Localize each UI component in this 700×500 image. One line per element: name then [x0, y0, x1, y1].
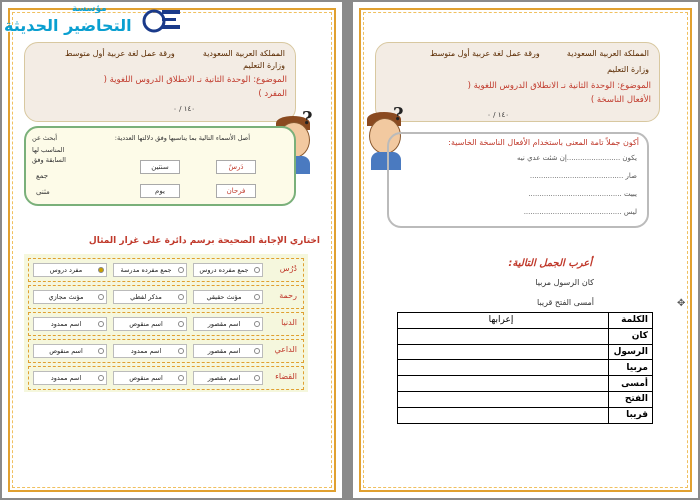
book-instruction: أصل الأسماء التالية بما يناسبها وفق دلالتها العددية: — [114, 134, 250, 142]
table-cell-answer[interactable] — [398, 360, 609, 376]
irab-table — [397, 312, 653, 424]
choice-option[interactable]: جمع مفرده دروس — [193, 263, 263, 277]
table-cell-word: مربيا — [609, 360, 653, 376]
topic-line2: المفرد ) — [258, 89, 287, 99]
table-row — [398, 391, 653, 407]
ministry-label: وزارة التعليم — [607, 65, 649, 74]
choice-row — [28, 285, 304, 309]
choice-option[interactable]: اسم ممدود — [33, 317, 107, 331]
sheet-title: ورقة عمل لغة عربية أول متوسط — [430, 49, 540, 58]
table-cell-word: قريبا — [609, 407, 653, 423]
header-box — [375, 42, 660, 122]
date-label: ١٤٠ / ٠ — [487, 111, 509, 119]
choice-option[interactable]: مذكر لفظي — [113, 290, 187, 304]
logo-graphic-icon — [142, 6, 182, 36]
logo-line1: مؤسسة — [72, 4, 107, 14]
table-cell-answer[interactable] — [398, 344, 609, 360]
thinking-boy-icon: ? — [363, 108, 409, 170]
choice-option[interactable]: جمع مفرده مدرسة — [113, 263, 187, 277]
logo — [2, 2, 192, 44]
choice-option[interactable]: اسم ممدود — [113, 344, 187, 358]
topic-line: الموضوع: الوحدة الثانية نـ الانطلاق الدروس اللغوية ( — [467, 81, 651, 91]
q1-title: أكون جملاً تامة المعنى باستخدام الأفعال الناسخة الخاسية: — [448, 138, 639, 147]
choice-option[interactable]: اسم ممدود — [33, 371, 107, 385]
question-title: اختاري الإجابة الصحيحة برسم دائرة على غرار المثال — [88, 236, 320, 246]
table-cell-answer[interactable] — [398, 407, 609, 423]
choice-option[interactable]: اسم منقوص — [33, 344, 107, 358]
sentences-box — [387, 132, 649, 228]
choice-row — [28, 258, 304, 282]
choice-option[interactable]: اسم منقوص — [113, 317, 187, 331]
choice-grid — [24, 254, 308, 392]
table-cell-word: أمسى — [609, 376, 653, 392]
kingdom-label: المملكة العربية السعودية — [566, 49, 649, 58]
choice-option[interactable]: اسم منقوص — [113, 371, 187, 385]
worksheet-page-right — [353, 2, 698, 498]
table-header-row — [398, 313, 653, 329]
thinking-boy-icon: ? — [272, 112, 318, 174]
topic-line2: الأفعال الناسخة ) — [590, 95, 651, 105]
book-side-1: أبحث عن — [32, 134, 58, 142]
choice-option[interactable]: مؤنث حقيقي — [193, 290, 263, 304]
book-answer-1: سنتين — [140, 160, 180, 174]
choice-option[interactable]: اسم مقصور — [193, 371, 263, 385]
table-cell-word: الرسول — [609, 344, 653, 360]
header-box — [24, 42, 296, 122]
row-word: الداعي — [274, 345, 297, 354]
table-row — [398, 376, 653, 392]
q2-title: أعرب الجمل التالية: — [508, 258, 592, 269]
table-row — [398, 328, 653, 344]
textbook-excerpt — [24, 126, 296, 206]
ministry-label: وزارة التعليم — [243, 61, 285, 70]
table-cell-answer[interactable] — [398, 328, 609, 344]
table-row — [398, 407, 653, 423]
row-word: دُرُس — [279, 264, 297, 273]
table-cell-word: الفتح — [609, 391, 653, 407]
sentence-1: كان الرسول مربيا — [535, 278, 594, 287]
book-side-2: المناسب لها — [32, 146, 65, 154]
row-word: رحمة — [279, 291, 297, 300]
book-sing-1: جمع — [36, 172, 49, 180]
sheet-title: ورقة عمل لغة عربية أول متوسط — [65, 49, 175, 58]
book-sing-2: مثنى — [36, 188, 50, 196]
choice-option[interactable]: اسم مقصور — [193, 344, 263, 358]
table-cell-answer[interactable] — [398, 376, 609, 392]
choice-option[interactable]: اسم مقصور — [193, 317, 263, 331]
move-handle-icon[interactable]: ✥ — [677, 298, 686, 309]
date-label: ١٤٠ / ٠ — [173, 105, 195, 113]
topic-line: الموضوع: الوحدة الثانية نـ الانطلاق الدروس اللغوية ( — [103, 75, 287, 85]
kingdom-label: المملكة العربية السعودية — [202, 49, 285, 58]
book-word-2: فرحان — [216, 184, 256, 198]
col-header-word: الكلمة — [609, 313, 653, 329]
answer-line[interactable]: يكون ........................إن شئت عدي نيه — [517, 154, 637, 162]
choice-option-selected[interactable]: مفرد دروس — [33, 263, 107, 277]
choice-row — [28, 366, 304, 390]
table-cell-word: كان — [609, 328, 653, 344]
answer-line[interactable]: ليس ............................................ — [523, 208, 637, 216]
worksheet-page-left — [2, 2, 342, 498]
table-cell-answer[interactable] — [398, 391, 609, 407]
book-answer-2: يوم — [140, 184, 180, 198]
table-row — [398, 360, 653, 376]
sentence-2: أمسى الفتح قريبا — [537, 298, 594, 307]
col-header-irab: إعرابها — [398, 313, 609, 329]
choice-row — [28, 312, 304, 336]
answer-line[interactable]: صار .......................................... — [529, 172, 637, 180]
row-word: القضاء — [275, 372, 297, 381]
choice-option[interactable]: مؤنث مجازي — [33, 290, 107, 304]
answer-line[interactable]: يبيت .......................................... — [528, 190, 637, 198]
table-row — [398, 344, 653, 360]
book-side-3: السابقة وفق — [32, 156, 66, 164]
choice-row — [28, 339, 304, 363]
book-word-1: دَرسٌ — [216, 160, 256, 174]
logo-line2: التحاضير الحديثة — [4, 16, 132, 35]
row-word: الدنيا — [281, 318, 297, 327]
